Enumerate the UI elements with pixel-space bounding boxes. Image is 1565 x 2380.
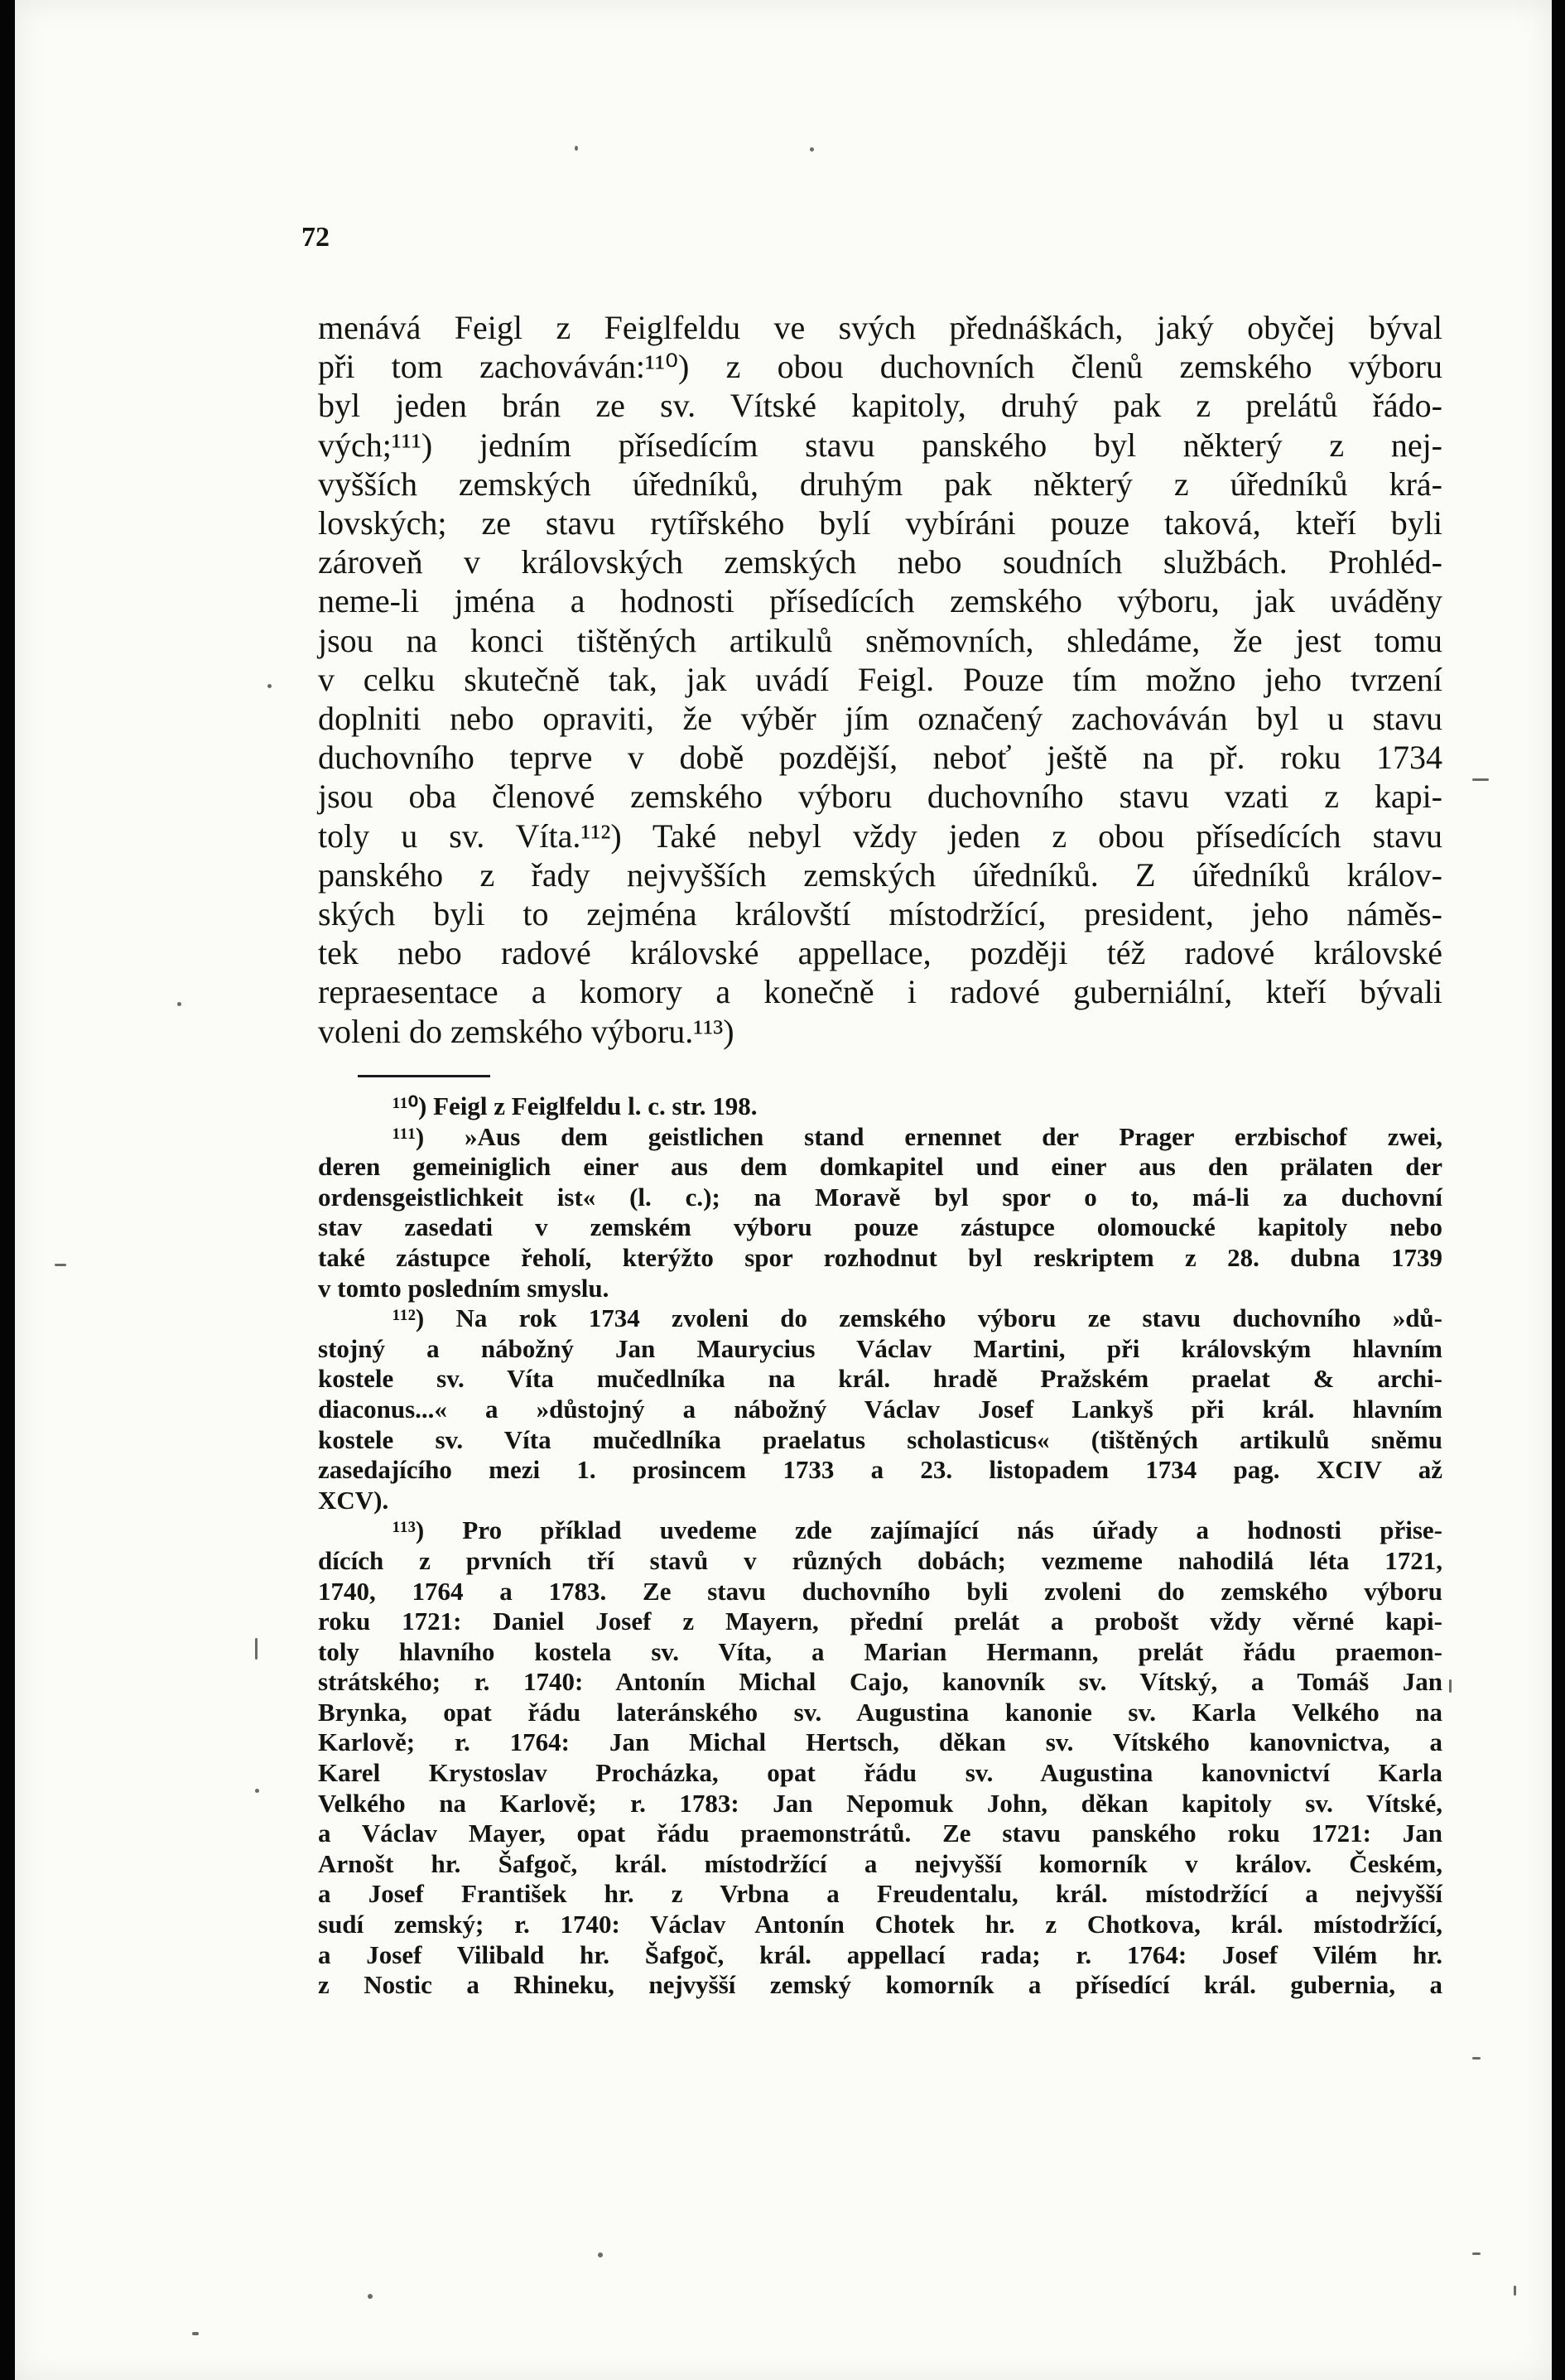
paper-speck — [55, 1264, 66, 1266]
paper-speck — [255, 1789, 259, 1793]
paper-speck — [575, 146, 578, 151]
book-page — [15, 0, 1552, 2380]
body-line: při tom zachováván:¹¹⁰) z obou duchovních členů zemského výboru — [318, 348, 1442, 386]
footnote-line: ordensgeistlichkeit ist« (l. c.); na Moravě byl spor o to, má-li za duchovní — [318, 1182, 1442, 1212]
paper-speck — [267, 684, 272, 688]
body-line: lovských; ze stavu rytířského bylí vybíráni pouze taková, kteří byli — [318, 504, 1442, 542]
main-text — [318, 308, 1442, 1051]
body-line: voleni do zemského výboru.¹¹³) — [318, 1012, 734, 1050]
footnote-line: sudí zemský; r. 1740: Václav Antonín Chotek hr. z Chotkova, král. místodržící, — [318, 1910, 1442, 1939]
body-line: vyšších zemských úředníků, druhým pak některý z úředníků krá- — [318, 465, 1442, 503]
footnote-line: kostele sv. Víta mučedlníka na král. hradě Pražském praelat & archi- — [318, 1364, 1442, 1394]
paper-speck — [1449, 1679, 1452, 1693]
paper-speck — [192, 2332, 199, 2335]
footnote-line: diaconus...« a »důstojný a nábožný Václav Josef Lankyš při král. hlavním — [318, 1394, 1442, 1424]
page-number: 72 — [301, 222, 330, 253]
paper-speck — [255, 1638, 258, 1660]
footnote-113: ¹¹³) Pro příklad uvedeme zde zajímající nás úřady a hodnosti přise- — [392, 1515, 1442, 1545]
footnote-line: kostele sv. Víta mučedlníka praelatus scholasticus« (tištěných artikulů sněmu — [318, 1424, 1442, 1454]
footnote-line: Karlově; r. 1764: Jan Michal Hertsch, děkan sv. Vítského kanovnictva, a — [318, 1727, 1442, 1757]
footnote-111: ¹¹¹) »Aus dem geistlichen stand ernennet der Prager erzbischof zwei, — [392, 1121, 1442, 1151]
body-line: repraesentace a komory a konečně i radové guberniální, kteří bývali — [318, 973, 1442, 1011]
footnotes — [318, 1091, 1442, 2001]
footnote-line: zasedajícího mezi 1. prosincem 1733 a 23. listopadem 1734 pag. XCIV až — [318, 1455, 1442, 1485]
body-line: zároveň v královských zemských nebo soudních službách. Prohléd- — [318, 543, 1442, 581]
footnote-line: a Václav Mayer, opat řádu praemonstrátů. Ze stavu panského roku 1721: Jan — [318, 1819, 1442, 1848]
footnote-line: dících z prvních tří stavů v různých dobách; vezmeme nahodilá léta 1721, — [318, 1545, 1442, 1575]
footnote-112: ¹¹²) Na rok 1734 zvoleni do zemského výboru ze stavu duchovního »dů- — [392, 1303, 1442, 1333]
body-line: panského z řady nejvyšších zemských úředníků. Z úředníků králov- — [318, 855, 1442, 894]
body-line: byl jeden brán ze sv. Vítské kapitoly, druhý pak z prelátů řádo- — [318, 387, 1442, 425]
paper-speck — [1472, 2252, 1481, 2255]
footnote-line: Velkého na Karlově; r. 1783: Jan Nepomuk John, děkan kapitoly sv. Vítské, — [318, 1788, 1442, 1818]
footnote-line: a Josef František hr. z Vrbna a Freudentalu, král. místodržící a nejvyšší — [318, 1879, 1442, 1909]
footnote-line: toly hlavního kostela sv. Víta, a Marian Hermann, prelát řádu praemon- — [318, 1636, 1442, 1666]
paper-speck — [598, 2252, 603, 2257]
body-line: vých;¹¹¹) jedním přísedícím stavu panského byl některý z nej- — [318, 426, 1442, 464]
footnote-line: XCV). — [318, 1485, 389, 1515]
footnote-110: ¹¹⁰) Feigl z Feiglfeldu l. c. str. 198. — [392, 1091, 758, 1120]
footnote-line: také zástupce řeholí, kterýžto spor rozhodnut byl reskriptem z 28. dubna 1739 — [318, 1242, 1442, 1272]
footnote-line: roku 1721: Daniel Josef z Mayern, přední prelát a probošt vždy věrné kapi- — [318, 1607, 1442, 1636]
footnote-line: Karel Krystoslav Procházka, opat řádu sv. Augustina kanovnictví Karla — [318, 1758, 1442, 1788]
body-line: tek nebo radové královské appellace, později též radové královské — [318, 934, 1442, 972]
footnote-line: stav zasedati v zemském výboru pouze zástupce olomoucké kapitoly nebo — [318, 1212, 1442, 1242]
body-line: ských byli to zejména královští místodržící, president, jeho náměs- — [318, 895, 1442, 933]
body-line: menává Feigl z Feiglfeldu ve svých přednáškách, jaký obyčej býval — [318, 309, 1442, 346]
paper-speck — [177, 1002, 181, 1006]
footnote-line: v tomto posledním smyslu. — [318, 1273, 609, 1303]
body-line: doplniti nebo opraviti, že výběr jím označený zachováván byl u stavu — [318, 700, 1442, 738]
paper-speck — [810, 147, 814, 152]
footnote-line: stojný a nábožný Jan Maurycius Václav Martini, při královským hlavním — [318, 1333, 1442, 1363]
footnote-line: strátského; r. 1740: Antonín Michal Cajo, kanovník sv. Vítský, a Tomáš Jan — [318, 1667, 1442, 1697]
footnote-line: Brynka, opat řádu lateránského sv. Augustina kanonie sv. Karla Velkého na — [318, 1697, 1442, 1727]
paper-speck — [1472, 2057, 1481, 2060]
paper-speck — [1472, 778, 1489, 781]
footnote-line: Arnošt hr. Šafgoč, král. místodržící a nejvyšší komorník v králov. Českém, — [318, 1848, 1442, 1878]
footnote-line: a Josef Vilibald hr. Šafgoč, král. appellací rada; r. 1764: Josef Vilém hr. — [318, 1939, 1442, 1969]
footnote-line: z Nostic a Rhineku, nejvyšší zemský komorník a přísedící král. gubernia, a — [318, 1970, 1442, 2000]
footnote-separator — [358, 1075, 490, 1077]
body-line: duchovního teprve v době pozdější, neboť ještě na př. roku 1734 — [318, 739, 1442, 777]
footnote-line: 1740, 1764 a 1783. Ze stavu duchovního byli zvoleni do zemského výboru — [318, 1576, 1442, 1606]
paper-speck — [1514, 2286, 1516, 2296]
paper-speck — [368, 2294, 373, 2299]
body-line: jsou na konci tištěných artikulů sněmovních, shledáme, že jest tomu — [318, 621, 1442, 659]
body-line: v celku skutečně tak, jak uvádí Feigl. Pouze tím možno jeho tvrzení — [318, 660, 1442, 698]
body-line: neme-li jména a hodnosti přísedících zemského výboru, jak uváděny — [318, 582, 1442, 620]
body-line: toly u sv. Víta.¹¹²) Také nebyl vždy jeden z obou přísedících stavu — [318, 817, 1442, 855]
body-line: jsou oba členové zemského výboru duchovního stavu vzati z kapi- — [318, 778, 1442, 816]
footnote-line: deren gemeiniglich einer aus dem domkapitel und einer aus den prälaten der — [318, 1152, 1442, 1182]
